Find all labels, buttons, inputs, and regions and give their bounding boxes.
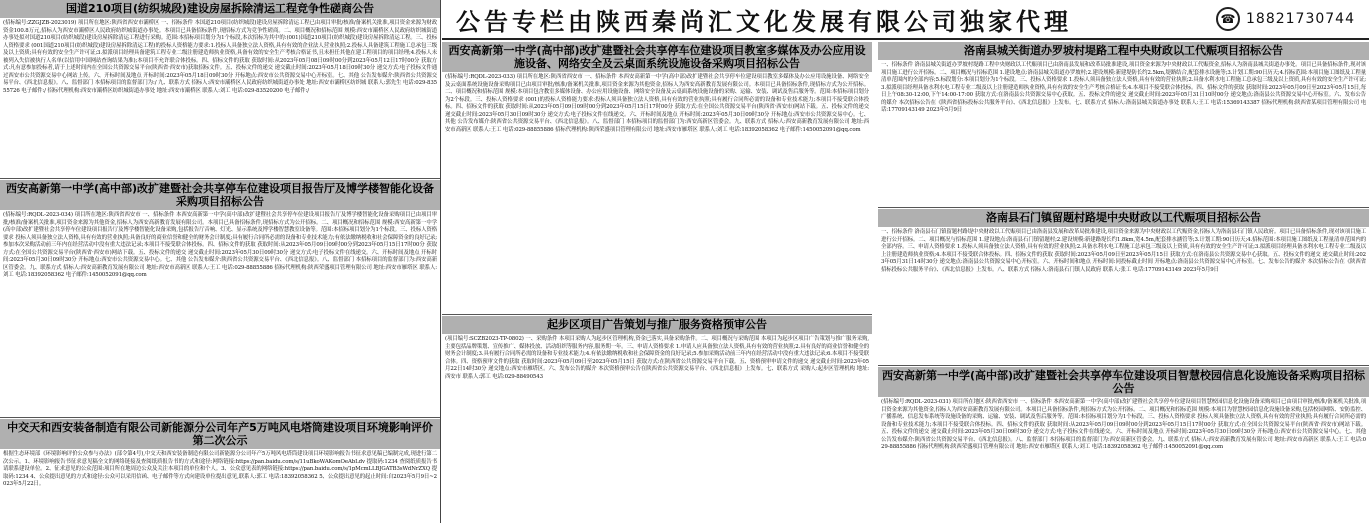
- notice-title: 国道210项目(纺织城段)建设房屋拆除清运工程竞争性磋商公告: [0, 0, 440, 18]
- notice-body: 一、招标条件 洛南县石门镇留题村路堤中央财政以工代赈项目已由洛南县发展和改革局批准建设,项目资金来源为中央财政以工代赈资金,招标人为洛南县石门镇人民政府。项目已具备招标条件,现对该项目施工进行公开招标。二、项目概况与招标范围 1.建设地点:洛南县石门镇留题村;2.建设规模:新建路堤长约1.8km,宽4.5m,配套排水涵管等;3.计划工期:90日历天;4.招标范围:本项目施工图纸及工程量清单范围内的全部内容。三、申请人资格要求 1.投标人须具备独立法人资格,具有有效的营业执照;2.具备水利水电工程施工总承包三级及以上资质,具有有效的安全生产许可证;3.拟派项目经理具备水利水电工程专业二级及以上注册建造师执业资格;4.本项目不接受联合体投标。四、招标文件的获取 获取时间:2023年05月09日至2023年05月15日 获取方式:在洛南县公共资源交易中心获取。五、投标文件的递交 递交截止时间:2023年05月31日14时30分 递交地点:洛南县公共资源交易中心开标室。六、开标时间和地点 开标时间:同投标截止时间 开标地点:洛南县公共资源交易中心开标室。七、发布公告的媒介 本次招标公告在《陕西省招标投标公共服务平台》、《西北信息报》上发布。八、联系方式 招标人:洛南县石门镇人民政府 联系人:张工 电话:17709143149 2023年5月9日: [881, 229, 1366, 273]
- left-column: [0, 0, 441, 523]
- notice-title: 洛南县石门镇留题村路堤中央财政以工代赈项目招标公告: [878, 209, 1369, 227]
- agency-banner: [442, 0, 1369, 40]
- notice-title: 西安高新第一中学(高中部)改扩建暨社会共享停车位建设项目教室多媒体及办公应用设施设备、网络安全及云桌面系统设施设备采购项目招标公告: [442, 42, 872, 72]
- notice-body: 根据生态环境部《环境影响评价公众参与办法》(部令第4号),中交天和西安装备制造有限公司新能源分公司年产5万吨风电塔筒建设项目环境影响报告书征求意见稿已编制完成,现进行第二次公示。1、环境影响报告书征求意见稿全文的网络链接及查阅纸质报告书的方式和途径:网络链接:https://pan.baidu.com/s/11uBkoWAKomOeAbLdv 提取码:1234 查阅纸质报告书请联系建设单位。2、征求意见的公众范围:项目所在地周边公众及关注本项目的单位和个人。3、公众意见表的网络链接:https://pan.baidu.com/s/1pMcmLLBJGATB3sWdNrZXQ 提取码:1234 4、公众提出意见的方式和途径:公众可以采用信函、电子邮件等方式向建设单位提出意见,联系人:郭工 电话:18392058362 5、公众提出意见的起止时间:自2023年5月9日~2023年5月22日。: [3, 451, 437, 487]
- notice-title: 洛南县城关街道办罗坡村堤路工程中央财政以工代赈项目招标公告: [878, 42, 1369, 60]
- notice-title: 中交天和西安装备制造有限公司新能源分公司年产5万吨风电塔筒建设项目环境影响评价第二次公示: [0, 419, 440, 449]
- right-column: [878, 42, 1369, 523]
- notice-title: 西安高新第一中学(高中部)改扩建暨社会共享停车位建设项目智慧校园信息化设施设备采购项目招标公告: [878, 367, 1369, 397]
- notice-body: (招标编号:RQDL-2023-031) 项目所在地区:陕西省西安市 一、招标条件 本西安高新第一中学(高中部)改扩建暨社会共享停车位建设项目智慧校园信息化设施设备采购项目已由项目审批/核准/备案机关批准,项目资金来源为其他资金,招标人为西安高新教育发展有限公司。本项目已具备招标条件,现招标方式为公开招标。二、项目概况和招标范围 规模:本项目为智慧校园信息化设施设备采购,包括校园网络、安防监控、广播系统、信息发布系统等设施设备的采购、运输、安装、调试及售后服务等。范围:本招标项目划分为1个标段。三、投标人资格要求 投标人须具备独立法人资格,具有有效的营业执照;具有履行合同所必需的设备和专业技术能力;本项目不接受联合体投标。四、招标文件的获取 获取时间:从2023年05月09日09时00分到2023年05月15日17时00分 获取方式:在全国公共资源交易平台(陕西省·西安市)网站下载。五、投标文件的递交 递交截止时间:2023年05月30日09时30分 递交方式:电子投标文件在线递交。六、开标时间及地点 开标时间:2023年05月30日09时30分 开标地点:西安市公共资源交易中心。七、其他 公告发布媒介:陕西省公共资源交易平台、《西北信息报》。八、监督部门 本招标项目的监督部门为:西安高新区管委会。九、联系方式 招标人:西安高新教育发展有限公司 地址:西安市高新区 联系人:王工 电话:029-88855886 招标代理机构:陕西荣盛项目管理有限公司 地址:西安市雁塔区 联系人:刘工 电话:18392058362 电子邮件:1450052091@qq.com: [881, 399, 1366, 450]
- phone-number: 18821730744: [1246, 11, 1355, 27]
- banner-phone: [1216, 7, 1355, 31]
- phone-icon: ☎: [1216, 7, 1240, 31]
- banner-title: 公告专栏由陕西秦尚汇文化发展有限公司独家代理: [456, 7, 1072, 36]
- divider: [878, 207, 1369, 208]
- middle-column: [442, 42, 872, 523]
- notice-body: (招标编号:RQDL-2023-034) 项目所在地区:陕西省西安市 一、招标条件 本西安高新第一中学(高中部)改扩建暨社会共享停车位建设项目报告厅及博学楼智能化设备采购项目已由项目审批/核准/备案机关批准,项目资金来源为其他资金,招标人为西安高新教育发展有限公司。本项目已具备招标条件,现招标方式为公开招标。二、项目概况和招标范围 规模:西安高新第一中学(高中部)改扩建暨社会共享停车位建设项目报告厅及博学楼智能化设备采购,包括报告厅音响、灯光、显示系统及博学楼智慧教室设备等。范围:本招标项目划分为1个标段。三、投标人资格要求 投标人须具备独立法人资格,具有有效的营业执照;具备良好的商业信誉和健全的财务会计制度;具有履行合同所必需的设备和专业技术能力;有依法缴纳税收和社会保障资金的良好记录;参加本次采购活动前三年内在经营活动中没有重大违法记录;本项目不接受联合体投标。四、招标文件的获取 获取时间:从2023年05月09日09时00分到2023年05月15日17时00分 获取方式:在全国公共资源交易平台(陕西省·西安市)网站下载。五、投标文件的递交 递交截止时间:2023年05月30日09时30分 递交方式:电子投标文件在线递交。六、开标时间及地点 开标时间:2023年05月30日09时30分 开标地点:西安市公共资源交易中心。七、其他 公告发布媒介:陕西省公共资源交易平台、《西北信息报》。八、监督部门 本招标项目的监督部门为:西安高新区管委会。九、联系方式 招标人:西安高新教育发展有限公司 地址:西安市高新区 联系人:王工 电话:029-88855886 招标代理机构:陕西荣盛项目管理有限公司 地址:西安市雁塔区 联系人:刘工 电话:18392058362 电子邮件:1450052091@qq.com: [3, 212, 437, 278]
- divider: [442, 314, 872, 315]
- divider: [0, 178, 440, 179]
- notice-title: 起步区项目广告策划与推广服务资格预审公告: [442, 316, 872, 334]
- notice-body: (招标编号:ZZGJZB-2023019) 项目所在地区:陕西省西安市灞桥区 一、招标条件 本国道210项目(纺织城段)建设房屋拆除清运工程已由项目审批/核准/备案机关批准,项目资金来源为财政资金100.8万元,招标人为西安市灞桥区人民政府纺织城街道办事处。本项目已具备招标条件,现招标方式为竞争性磋商。二、项目概况和招标范围 规模:西安市灞桥区人民政府纺织城街道办事处拟对国道210项目(纺织城段)建设房屋拆除清运工程进行采购。范围:本招标项目划分为1个标段,本次招标为其中的:(001)国道210项目(纺织城段)建设房屋拆除清运工程。三、投标人资格要求 (001国道210项目(纺织城段)建设房屋拆除清运工程)的投标人资格能力要求:1.投标人具备独立法人资格,具有有效的企业法人营业执照;2.投标人具备建筑工程施工总承包三级及以上资质;具有有效的安全生产许可证;3.拟派项目经理具备建筑工程专业二级注册建造师执业资格,具备有效的安全生产考核合格证书,且未担任其他在建工程项目的项目经理;4.投标人未被列入失信被执行人名单(以信用中国网站查询结果为准);本项目不允许联合体投标。四、招标文件的获取 获取时间:从2023年05月08日09时00分到2023年05月12日17时00分 获取方式:凡有意参加投标者,请于上述时间内在全国公共资源交易平台(陕西省·西安市)获取招标文件。五、投标文件的递交 递交截止时间:2023年05月18日09时30分 递交方式:电子投标文件通过西安市公共资源交易中心网站上传。六、开标时间及地点 开标时间:2023年05月18日09时30分 开标地点:西安市公共资源交易中心开标室。七、其他 公告发布媒介:陕西省公共资源交易平台、《西北信息报》。八、监督部门 本招标项目的监督部门为:/ 九、联系方式 招标人:西安市灞桥区人民政府纺织城街道办事处 地址:西安市灞桥区纺织城 联系人:郭先生 电话:029-83555726 电子邮件:/ 招标代理机构:西安市灞桥区纺织城街道办事处 地址:西安市灞桥区 联系人:刘工 电话:029-83520200 电子邮件:/: [3, 20, 437, 94]
- notice-body: (项目编号:SCZB2023-TP-0802) 一、采购条件 本项目采购人为起步区管理机构,资金已落实,具备采购条件。二、项目概况与采购范围 本项目为起步区项目广告策划与推广服务采购,主要包括品牌策划、宣传推广、媒体投放、活动组织等服务内容,服务期一年。三、申请人资格要求 1.申请人应具备独立法人资格,具有有效的营业执照;2.具有良好的商业信誉和健全的财务会计制度;3.具有履行合同所必需的设备和专业技术能力;4.有依法缴纳税收和社会保障资金的良好记录;5.参加采购活动前三年内在经营活动中没有重大违法记录;6.本项目不接受联合体。四、资格预审文件的获取 获取时间:2023年05月09日至2023年05月15日 获取方式:在陕西省公共资源交易平台下载。五、资格预审申请文件的递交 递交截止时间:2023年05月22日14时30分 递交地点:西安市雁塔区。六、发布公告的媒介 本次资格预审公告在陕西省公共资源交易平台、《西北信息报》上发布。七、联系方式 采购人:起步区管理机构 地址:西安市 联系人:郭工 电话:029-88490543: [445, 336, 869, 380]
- notice-body: (招标编号:RQDL-2023-033) 项目所在地区:陕西省西安市 一、招标条件 本西安高新第一中学(高中部)改扩建暨社会共享停车位建设项目教室多媒体及办公应用设施设备、网络安全及云桌面系统设施设备采购项目已由项目审批/核准/备案机关批准,项目资金来源为其他资金,招标人为西安高新教育发展有限公司。本项目已具备招标条件,现招标方式为公开招标。二、项目概况和招标范围 规模:本项目包含教室多媒体设备、办公应用设施设备、网络安全设备及云桌面系统设施设备的采购、运输、安装、调试及售后服务等。范围:本招标项目划分为2个标段。三、投标人资格要求 (001)的投标人资格能力要求:投标人须具备独立法人资格,具有有效的营业执照;具有履行合同所必需的设备和专业技术能力;本项目不接受联合体投标。四、招标文件的获取 获取时间:从2023年05月09日09时00分到2023年05月15日17时00分 获取方式:在全国公共资源交易平台(陕西省·西安市)网站下载。五、投标文件的递交 递交截止时间:2023年05月30日09时30分 递交方式:电子投标文件在线递交。六、开标时间及地点 开标时间:2023年05月30日09时30分 开标地点:西安市公共资源交易中心。七、其他 公告发布媒介:陕西省公共资源交易平台、《西北信息报》。八、监督部门 本招标项目的监督部门为:西安高新区管委会。九、联系方式 招标人:西安高新教育发展有限公司 地址:西安市高新区 联系人:王工 电话:029-88855886 招标代理机构:陕西荣盛项目管理有限公司 地址:西安市雁塔区 联系人:刘工 电话:18392058362 电子邮件:1450052091@qq.com: [445, 74, 869, 133]
- notice-body: 一、招标条件 洛南县城关街道办罗坡村堤路工程中央财政以工代赈项目已由洛南县发展和改革局批准建设,项目资金来源为中央财政以工代赈资金,招标人为洛南县城关街道办事处。项目已具备招标条件,现对该项目施工进行公开招标。二、项目概况与招标范围 1.建设地点:洛南县城关街道办罗坡村;2.建设规模:新建堤防长约2.5km,堤路结合,配套排水设施等;3.计划工期:90日历天;4.招标范围:本项目施工图纸及工程量清单范围内的全部内容;5.标段划分:本项目划分为1个标段。三、投标人资格要求 1.投标人须具备独立法人资格,具有有效的营业执照;2.具备水利水电工程施工总承包三级及以上资质,具有有效的安全生产许可证;3.拟派项目经理具备水利水电工程专业二级及以上注册建造师执业资格,具有有效的安全生产考核合格证书;4.本项目不接受联合体投标。四、招标文件的获取 获取时间:2023年05月09日至2023年05月15日,每日上午08:30-12:00,下午14:00-17:00 获取方式:在洛南县公共资源交易中心获取。五、投标文件的递交 递交截止时间:2023年05月31日10时00分 递交地点:洛南县公共资源交易中心开标室。六、发布公告的媒介 本次招标公告在《陕西省招标投标公共服务平台》、《西北信息报》上发布。七、联系方式 招标人:洛南县城关街道办事处 联系人:王工 电话:15369143387 招标代理机构:陕西省某项目管理有限公司 电话:17709143149 2023年5月9日: [881, 62, 1366, 113]
- divider: [878, 365, 1369, 366]
- notice-title: 西安高新第一中学(高中部)改扩建暨社会共享停车位建设项目报告厅及博学楼智能化设备采购项目招标公告: [0, 180, 440, 210]
- divider: [0, 417, 440, 418]
